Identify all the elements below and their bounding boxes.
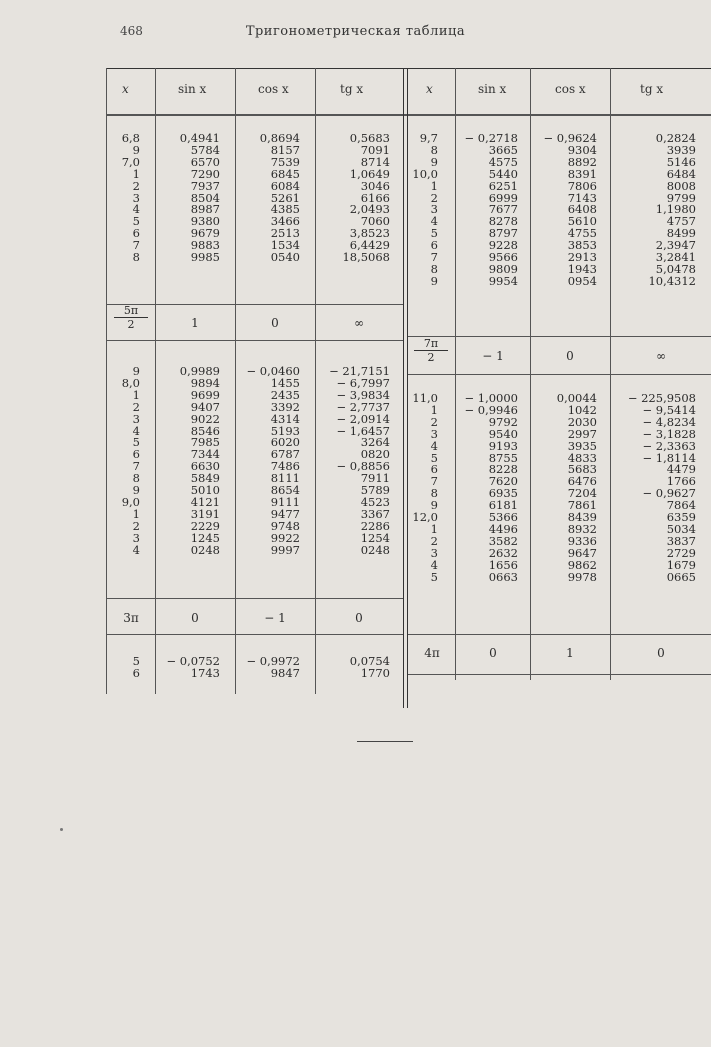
table-cell-left-cos: 9847 (270, 665, 300, 680)
table-cell-right-cos: 5610 (567, 214, 597, 229)
table-cell-left-sin: 0,4941 (179, 131, 220, 145)
table-cell-left-sin: 0,9989 (179, 364, 220, 378)
header-right-tg: tg x (640, 82, 664, 96)
table-cell-left-sin: 7985 (190, 435, 220, 450)
table-cell-right-x: 9 (430, 498, 438, 513)
table-cell-right-tg: 3,2841 (655, 250, 696, 264)
table-cell-left-x: 4 (132, 542, 140, 557)
table-cell-left-tg: 3,8523 (349, 226, 390, 241)
table-cell-right-tg: 3939 (666, 142, 696, 157)
table-cell-right-tg: 9799 (666, 190, 696, 205)
table-cell-left-x: 2 (132, 399, 140, 414)
table-cell-left-cos: − 0,9972 (246, 654, 300, 668)
table-cell-left-sin: 7344 (190, 447, 220, 462)
table-cell-right-cos: 7806 (567, 178, 597, 193)
page-title: Тригонометрическая таблица (245, 24, 466, 39)
table-cell-right-tg: 8499 (666, 226, 696, 241)
header-right-sin: sin x (478, 82, 507, 96)
table-cell-left-x: 8 (132, 250, 140, 264)
right-special2-cos: 1 (566, 646, 574, 660)
table-cell-left-x: 3 (132, 411, 140, 426)
table-header-rule (106, 114, 711, 116)
table-cell-right-tg: − 3,1828 (642, 426, 696, 441)
table-cell-right-x: 4 (430, 557, 438, 572)
left-special1-cos: 0 (271, 316, 279, 330)
table-cell-right-tg: 5146 (666, 154, 696, 169)
table-cell-right-tg: 3837 (666, 533, 696, 548)
table-cell-left-cos: 5193 (270, 423, 300, 438)
table-cell-right-sin: 8797 (488, 226, 518, 241)
table-cell-left-tg: 0248 (360, 542, 390, 557)
table-cell-right-sin: 8228 (488, 462, 518, 477)
right-special2-tg: 0 (657, 646, 665, 660)
left-border (106, 68, 107, 694)
table-cell-left-cos: 7539 (270, 154, 300, 169)
table-cell-right-tg: − 1,8114 (642, 450, 696, 465)
table-cell-right-cos: 3935 (567, 438, 597, 453)
table-cell-left-cos: 9111 (270, 494, 300, 509)
table-cell-right-x: 5 (430, 569, 438, 584)
table-cell-left-sin: 9985 (190, 250, 220, 264)
table-cell-left-sin: 6570 (190, 154, 220, 169)
table-cell-right-x: 9 (430, 154, 438, 169)
table-cell-left-sin: − 0,0752 (166, 654, 220, 668)
table-cell-left-cos: 9748 (270, 518, 300, 533)
table-cell-left-tg: − 0,8856 (336, 459, 390, 474)
table-cell-left-x: 5 (132, 435, 140, 450)
table-cell-left-sin: 1743 (190, 665, 220, 680)
header-left-sin: sin x (178, 82, 207, 96)
table-cell-left-x: 6 (132, 226, 140, 241)
table-cell-right-x: 5 (430, 226, 438, 241)
table-cell-right-sin: 7677 (488, 202, 518, 217)
table-cell-right-cos: 4833 (567, 450, 597, 465)
table-cell-right-sin: 6999 (488, 190, 518, 205)
table-cell-left-sin: 7937 (190, 178, 220, 193)
table-cell-left-tg: 18,5068 (342, 250, 390, 264)
table-cell-right-tg: 5,0478 (655, 261, 696, 276)
header-left-x: x (122, 82, 129, 96)
table-cell-left-tg: 6,4429 (349, 238, 390, 253)
table-cell-right-sin: 5440 (488, 166, 518, 181)
table-cell-right-sin: 9193 (488, 438, 518, 453)
table-cell-right-sin: 4496 (488, 521, 518, 536)
table-cell-left-x: 9 (132, 483, 140, 497)
table-cell-left-cos: 8157 (270, 142, 300, 157)
table-cell-left-cos: 4385 (270, 202, 300, 217)
header-left-cos: cos x (258, 82, 289, 96)
table-cell-right-cos: − 0,9624 (543, 131, 597, 145)
table-top-rule (106, 68, 711, 69)
table-cell-left-sin: 9679 (190, 226, 220, 241)
row-sep (408, 674, 711, 675)
table-cell-right-x: 4 (430, 438, 438, 453)
table-cell-left-x: 9,0 (121, 494, 140, 509)
row-sep (408, 634, 711, 635)
table-cell-right-sin: 3582 (488, 533, 518, 548)
row-sep (408, 374, 711, 375)
table-cell-right-sin: 1656 (488, 557, 518, 572)
table-cell-left-tg: 5789 (360, 483, 390, 497)
left-special1-tg: ∞ (354, 316, 364, 330)
table-cell-left-cos: 9922 (270, 530, 300, 545)
table-cell-left-x: 9 (132, 364, 140, 378)
table-cell-right-sin: 0663 (488, 569, 518, 584)
table-cell-right-cos: 8391 (567, 166, 597, 181)
table-cell-right-x: 10,0 (412, 166, 438, 181)
table-cell-right-x: 6 (430, 462, 438, 477)
table-cell-right-tg: 6484 (666, 166, 696, 181)
table-cell-right-cos: 7861 (567, 498, 597, 513)
table-cell-left-sin: 9407 (190, 399, 220, 414)
right-special1-cos: 0 (566, 349, 574, 363)
right-special2-sin: 0 (489, 646, 497, 660)
header-left-tg: tg x (340, 82, 364, 96)
table-cell-left-x: 1 (132, 166, 140, 181)
table-cell-right-x: 6 (430, 238, 438, 253)
table-cell-right-sin: 9792 (488, 414, 518, 429)
table-cell-left-x: 3 (132, 190, 140, 205)
table-cell-right-tg: 1,1980 (655, 202, 696, 217)
table-cell-right-x: 3 (430, 545, 438, 560)
table-cell-right-x: 2 (430, 533, 438, 548)
table-cell-right-cos: 2997 (567, 426, 597, 441)
header-right-x: x (426, 82, 433, 96)
table-cell-left-tg: 3264 (360, 435, 390, 450)
table-cell-left-x: 7,0 (121, 154, 140, 169)
table-cell-left-tg: − 3,9834 (336, 387, 390, 402)
left-special2-x: 3π (123, 611, 139, 625)
table-cell-left-tg: 0,5683 (349, 131, 390, 145)
table-cell-left-cos: 5261 (270, 190, 300, 205)
table-cell-left-cos: 3392 (270, 399, 300, 414)
table-cell-left-x: 6 (132, 665, 140, 680)
table-cell-left-cos: 9477 (270, 506, 300, 521)
table-cell-right-x: 2 (430, 414, 438, 429)
table-cell-right-cos: 9647 (567, 545, 597, 560)
table-cell-right-tg: 4479 (666, 462, 696, 477)
table-cell-right-sin: 9228 (488, 238, 518, 253)
table-cell-right-tg: 0,2824 (655, 131, 696, 145)
table-cell-left-x: 5 (132, 654, 140, 668)
table-cell-right-cos: 5683 (567, 462, 597, 477)
table-cell-right-x: 1 (430, 402, 438, 417)
table-cell-right-cos: 0954 (567, 273, 597, 288)
table-cell-right-x: 12,0 (412, 510, 438, 524)
table-cell-right-sin: 6251 (488, 178, 518, 193)
table-cell-left-sin: 9699 (190, 387, 220, 402)
table-cell-right-tg: − 225,9508 (627, 391, 696, 405)
table-cell-right-sin: 6935 (488, 486, 518, 501)
table-cell-left-cos: 6020 (270, 435, 300, 450)
table-cell-left-cos: 2435 (270, 387, 300, 402)
table-cell-right-tg: 1766 (666, 474, 696, 489)
table-cell-left-x: 4 (132, 423, 140, 438)
table-cell-right-sin: 3665 (488, 142, 518, 157)
table-cell-right-sin: − 0,2718 (464, 131, 518, 145)
right-special2-x: 4π (424, 646, 440, 660)
table-cell-right-x: 8 (430, 142, 438, 157)
table-cell-right-cos: 6476 (567, 474, 597, 489)
table-cell-right-sin: 7620 (488, 474, 518, 489)
table-cell-left-tg: 3367 (360, 506, 390, 521)
table-cell-left-tg: − 1,6457 (336, 423, 390, 438)
table-cell-right-cos: 1042 (567, 402, 597, 417)
table-cell-left-sin: 8987 (190, 202, 220, 217)
table-cell-left-tg: 7911 (360, 471, 390, 486)
table-cell-left-tg: − 21,7151 (329, 364, 390, 378)
table-cell-left-x: 2 (132, 178, 140, 193)
table-cell-left-tg: 7060 (360, 214, 390, 229)
table-cell-right-x: 3 (430, 202, 438, 217)
table-cell-right-sin: − 1,0000 (464, 391, 518, 405)
right-special1-tg: ∞ (656, 349, 666, 363)
table-cell-left-tg: 3046 (360, 178, 390, 193)
table-cell-right-cos: 6408 (567, 202, 597, 217)
table-cell-right-tg: − 0,9627 (642, 486, 696, 501)
table-cell-left-sin: 5010 (190, 483, 220, 497)
table-cell-left-cos: 8111 (270, 471, 300, 486)
left-special1-x: $\frac{5\pi}{2}$ (114, 304, 148, 331)
table-cell-right-tg: 5034 (666, 521, 696, 536)
table-cell-right-tg: − 9,5414 (642, 402, 696, 417)
table-cell-right-sin: 9954 (488, 273, 518, 288)
left-special2-tg: 0 (355, 611, 363, 625)
table-cell-right-cos: 0,0044 (556, 391, 597, 405)
table-cell-right-x: 8 (430, 261, 438, 276)
table-cell-right-x: 1 (430, 178, 438, 193)
table-cell-right-x: 1 (430, 521, 438, 536)
table-cell-right-tg: 0665 (666, 569, 696, 584)
table-cell-right-sin: 2632 (488, 545, 518, 560)
table-cell-left-tg: − 2,0914 (336, 411, 390, 426)
table-cell-right-sin: 9566 (488, 250, 518, 264)
table-cell-left-sin: 9022 (190, 411, 220, 426)
table-cell-right-x: 8 (430, 486, 438, 501)
table-cell-right-tg: 4757 (666, 214, 696, 229)
table-cell-left-tg: 2,0493 (349, 202, 390, 217)
table-cell-left-cos: 9997 (270, 542, 300, 557)
table-cell-left-x: 7 (132, 459, 140, 474)
table-cell-right-cos: 2913 (567, 250, 597, 264)
table-cell-left-x: 1 (132, 387, 140, 402)
table-cell-right-cos: 8439 (567, 510, 597, 524)
table-cell-left-cos: 6845 (270, 166, 300, 181)
table-cell-left-sin: 0248 (190, 542, 220, 557)
table-cell-right-sin: 8755 (488, 450, 518, 465)
table-cell-left-cos: 2513 (270, 226, 300, 241)
table-cell-right-tg: − 2,3363 (642, 438, 696, 453)
table-cell-left-cos: 0540 (270, 250, 300, 264)
header-right-cos: cos x (555, 82, 586, 96)
table-cell-right-sin: 4575 (488, 154, 518, 169)
margin-speck (60, 828, 63, 831)
table-cell-left-cos: 3466 (270, 214, 300, 229)
page-number: 468 (120, 24, 143, 38)
table-cell-left-cos: − 0,0460 (246, 364, 300, 378)
table-cell-left-x: 6,8 (121, 131, 140, 145)
table-cell-right-cos: 1943 (567, 261, 597, 276)
table-cell-left-sin: 2229 (190, 518, 220, 533)
table-cell-left-x: 5 (132, 214, 140, 229)
table-cell-left-cos: 1534 (270, 238, 300, 253)
table-cell-left-sin: 4121 (190, 494, 220, 509)
table-cell-left-tg: − 2,7737 (336, 399, 390, 414)
table-cell-right-tg: 7864 (666, 498, 696, 513)
table-cell-left-sin: 5849 (190, 471, 220, 486)
table-cell-right-sin: 8278 (488, 214, 518, 229)
table-cell-right-tg: − 4,8234 (642, 414, 696, 429)
table-cell-right-x: 7 (430, 474, 438, 489)
table-cell-left-cos: 7486 (270, 459, 300, 474)
row-sep (106, 340, 403, 341)
table-cell-left-tg: 0820 (360, 447, 390, 462)
table-cell-left-sin: 8546 (190, 423, 220, 438)
table-cell-left-x: 2 (132, 518, 140, 533)
table-cell-left-cos: 6084 (270, 178, 300, 193)
table-cell-left-x: 7 (132, 238, 140, 253)
table-cell-right-cos: 4755 (567, 226, 597, 241)
table-cell-right-cos: 2030 (567, 414, 597, 429)
left-special2-cos: − 1 (264, 611, 286, 625)
table-cell-left-cos: 0,8694 (259, 131, 300, 145)
table-cell-right-cos: 9336 (567, 533, 597, 548)
table-cell-left-tg: 2286 (360, 518, 390, 533)
table-cell-left-tg: 1770 (360, 665, 390, 680)
table-cell-right-cos: 7143 (567, 190, 597, 205)
table-cell-left-x: 3 (132, 530, 140, 545)
table-cell-left-sin: 5784 (190, 142, 220, 157)
left-special2-sin: 0 (191, 611, 199, 625)
table-cell-left-tg: 1,0649 (349, 166, 390, 181)
right-special1-x: $\frac{7\pi}{2}$ (414, 337, 448, 364)
table-cell-left-x: 9 (132, 142, 140, 157)
table-cell-left-sin: 1245 (190, 530, 220, 545)
table-cell-left-sin: 9380 (190, 214, 220, 229)
table-cell-left-tg: 1254 (360, 530, 390, 545)
footer-rule (357, 741, 413, 742)
table-cell-left-x: 4 (132, 202, 140, 217)
table-cell-right-cos: 9862 (567, 557, 597, 572)
table-cell-left-cos: 8654 (270, 483, 300, 497)
table-cell-right-sin: 9540 (488, 426, 518, 441)
table-cell-left-tg: 7091 (360, 142, 390, 157)
table-cell-left-cos: 1455 (270, 375, 300, 390)
table-cell-right-cos: 8892 (567, 154, 597, 169)
table-cell-right-x: 5 (430, 450, 438, 465)
table-cell-left-sin: 3191 (190, 506, 220, 521)
table-cell-right-x: 2 (430, 190, 438, 205)
table-cell-left-sin: 9894 (190, 375, 220, 390)
table-cell-left-x: 1 (132, 506, 140, 521)
table-cell-right-tg: 6359 (666, 510, 696, 524)
table-cell-left-tg: 4523 (360, 494, 390, 509)
table-cell-right-sin: 5366 (488, 510, 518, 524)
trig-table (100, 68, 711, 708)
table-cell-left-tg: 6166 (360, 190, 390, 205)
table-cell-left-tg: 0,0754 (349, 654, 390, 668)
left-special1-sin: 1 (191, 316, 199, 330)
row-sep (106, 634, 403, 635)
table-cell-left-sin: 9883 (190, 238, 220, 253)
row-sep (106, 304, 403, 305)
table-cell-right-cos: 8932 (567, 521, 597, 536)
table-cell-right-cos: 3853 (567, 238, 597, 253)
table-cell-right-cos: 9304 (567, 142, 597, 157)
table-cell-left-x: 6 (132, 447, 140, 462)
table-cell-left-sin: 6630 (190, 459, 220, 474)
table-cell-left-x: 8,0 (121, 375, 140, 390)
table-cell-right-sin: 6181 (488, 498, 518, 513)
table-cell-left-tg: − 6,7997 (336, 375, 390, 390)
table-cell-right-tg: 10,4312 (648, 273, 696, 288)
table-cell-right-tg: 1679 (666, 557, 696, 572)
right-special1-sin: − 1 (482, 349, 504, 363)
table-cell-left-sin: 8504 (190, 190, 220, 205)
table-cell-left-sin: 7290 (190, 166, 220, 181)
table-cell-left-tg: 8714 (360, 154, 390, 169)
table-cell-right-sin: 9809 (488, 261, 518, 276)
table-cell-left-cos: 4314 (270, 411, 300, 426)
table-cell-right-tg: 8008 (666, 178, 696, 193)
table-cell-right-tg: 2729 (666, 545, 696, 560)
table-cell-right-x: 9 (430, 273, 438, 288)
table-cell-right-cos: 7204 (567, 486, 597, 501)
table-cell-left-x: 8 (132, 471, 140, 486)
row-sep (408, 336, 711, 337)
table-cell-right-tg: 2,3947 (655, 238, 696, 253)
table-cell-right-x: 4 (430, 214, 438, 229)
table-cell-right-x: 7 (430, 250, 438, 264)
table-cell-right-x: 11,0 (412, 391, 438, 405)
table-cell-right-x: 9,7 (419, 131, 438, 145)
table-cell-left-cos: 6787 (270, 447, 300, 462)
table-cell-right-sin: − 0,9946 (464, 402, 518, 417)
row-sep (106, 598, 403, 599)
table-cell-right-x: 3 (430, 426, 438, 441)
table-cell-right-cos: 9978 (567, 569, 597, 584)
